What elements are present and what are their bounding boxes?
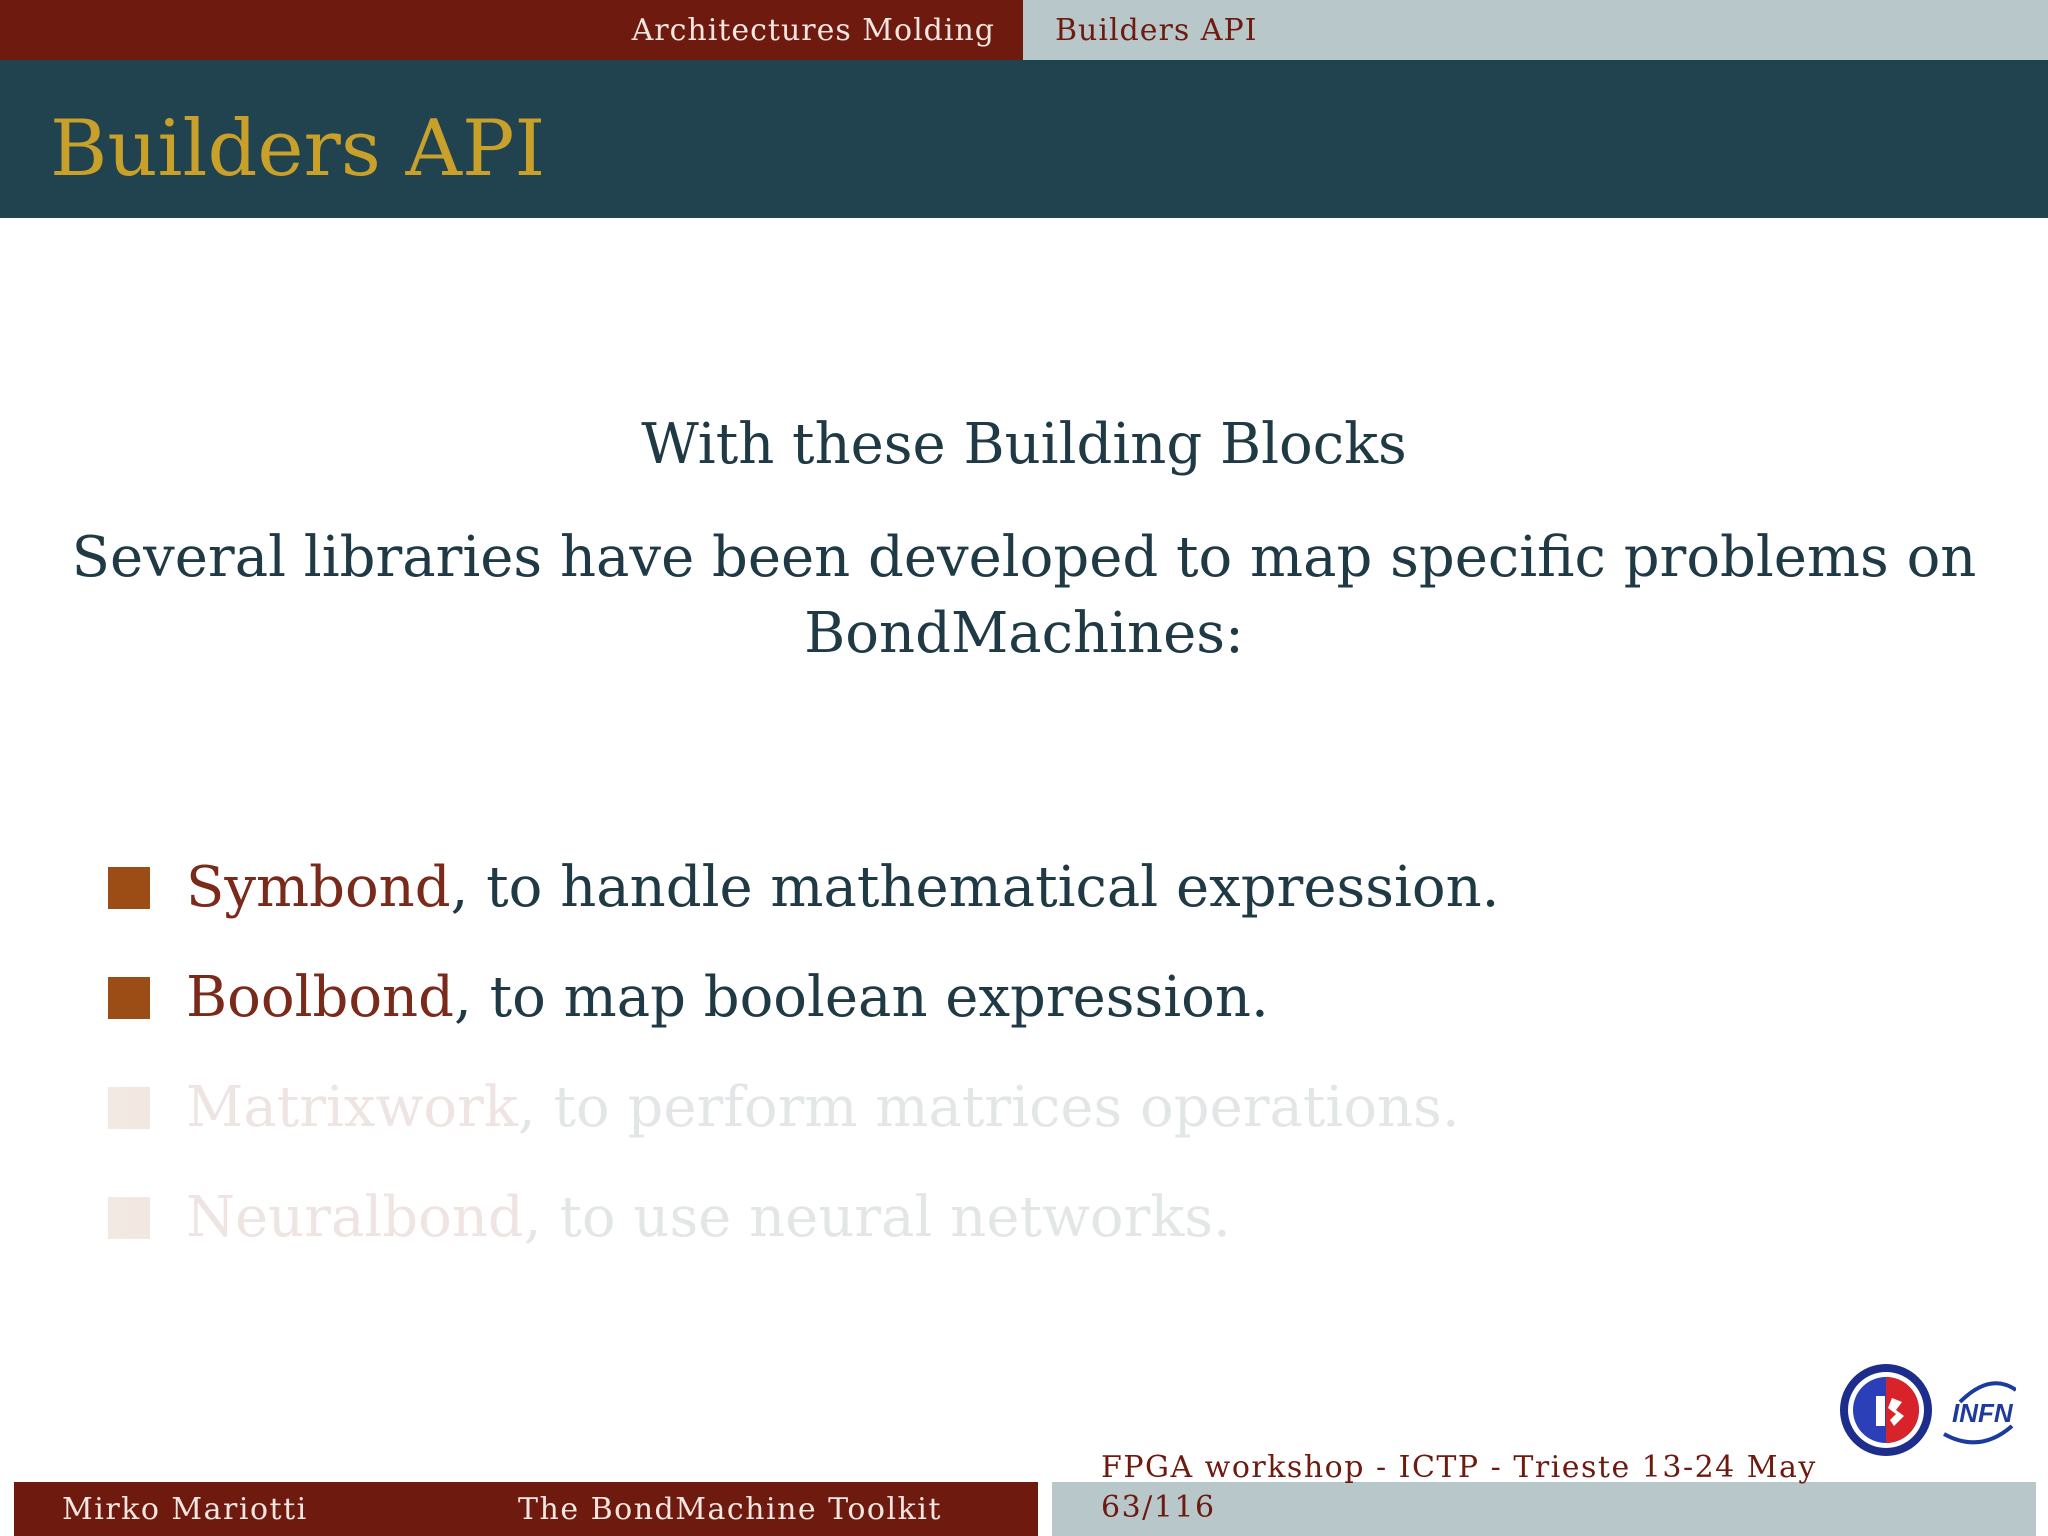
slide-heading: With these Building Blocks [641,412,1407,477]
footer-author: Mirko Mariotti [62,1492,308,1527]
logos-group [1840,1362,2016,1458]
university-seal-logo [1840,1364,1932,1456]
slide-title-bar [0,60,2048,218]
bullet-item-boolbond [108,965,1269,1030]
bullet-text: , to handle mathematical expression. [450,855,1500,920]
bullet-item-matrixwork [108,1075,1460,1140]
top-navigation-bar [0,0,2048,60]
intro-line-1: Several libraries have been developed to map specific problems on [71,525,1977,590]
nav-subsection-cell[interactable] [1023,0,2048,60]
nav-section-cell[interactable] [0,0,1023,60]
bullet-text: , to use neural networks. [523,1185,1231,1250]
bullet-text: , to perform matrices operations. [517,1075,1460,1140]
bullet-item-neuralbond [108,1185,1231,1250]
infn-logo [1944,1383,2016,1442]
slide-title: Builders API [50,104,546,194]
bullet-name: Neuralbond [186,1185,524,1250]
slide-intro [0,520,2048,672]
nav-section-label[interactable]: Architectures Molding [631,12,995,48]
bullet-name: Boolbond [186,965,454,1030]
bullet-text: , to map boolean expression. [453,965,1269,1030]
bullet-name: Matrixwork [186,1075,518,1140]
intro-line-2: BondMachines: [804,601,1244,666]
bullet-square-icon [108,1087,150,1129]
bullet-item-symbond [108,855,1499,920]
footer-talk-title: The BondMachine Toolkit [518,1492,942,1527]
bullet-square-icon [108,977,150,1019]
bullet-name: Symbond [186,855,451,920]
bullet-square-icon [108,867,150,909]
bullet-square-icon [108,1197,150,1239]
footer-event: FPGA workshop - ICTP - Trieste 13-24 May [1101,1450,1817,1485]
nav-subsection-label[interactable]: Builders API [1055,12,1258,48]
footer-page-number: 63/116 [1101,1490,1216,1525]
svg-text:INFN: INFN [1952,1398,2013,1428]
footer-left-bar [14,1482,1038,1536]
